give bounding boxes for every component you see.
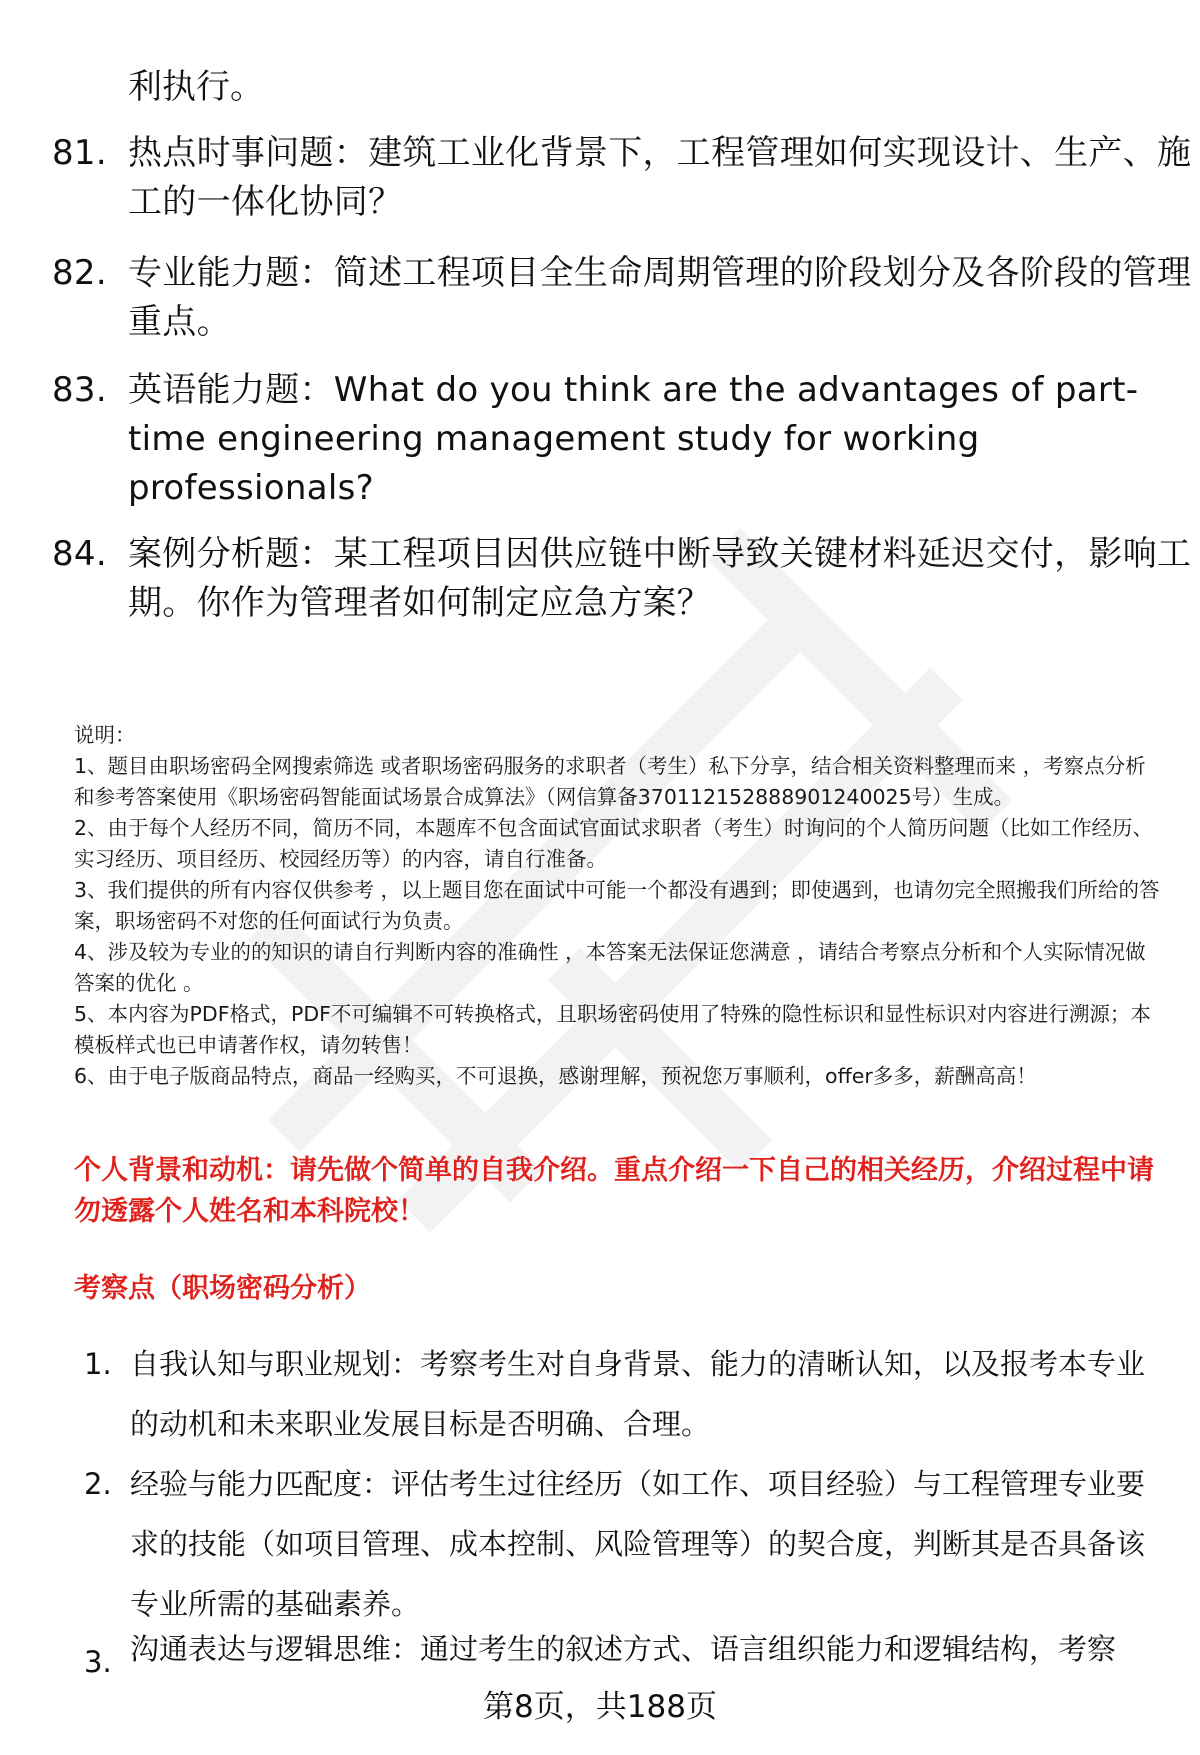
question-84 xyxy=(52,530,1192,628)
point-number: 1. xyxy=(84,1347,112,1381)
question-text: 案例分析题：某工程项目因供应链中断导致关键材料延迟交付，影响工期。你作为管理者如何制定应急方案？ xyxy=(128,534,1192,623)
question-number: 81. xyxy=(52,133,107,173)
question-83 xyxy=(52,366,1152,513)
note-item: 5、本内容为PDF格式，PDF不可编辑不可转换格式，且职场密码使用了特殊的隐性标识和显性标识对内容进行溯源；本模板样式也已申请著作权，请勿转售！ xyxy=(74,1002,1151,1057)
analysis-point-2 xyxy=(84,1454,1164,1634)
point-text: 自我认知与职业规划：考察考生对自身背景、能力的清晰认知，以及报考本专业的动机和未来职业发展目标是否明确、合理。 xyxy=(130,1347,1146,1441)
point-number: 3. xyxy=(84,1645,112,1679)
question-number: 82. xyxy=(52,253,107,293)
question-82 xyxy=(52,249,1192,347)
point-number: 2. xyxy=(84,1467,112,1501)
point-text: 经验与能力匹配度：评估考生过往经历（如工作、项目经验）与工程管理专业要求的技能（如项目管理、成本控制、风险管理等）的契合度，判断其是否具备该专业所需的基础素养。 xyxy=(130,1467,1146,1621)
question-text: 英语能力题：What do you think are the advantages of part-time engineering management study for working professionals? xyxy=(128,370,1139,508)
note-item: 4、涉及较为专业的的知识的请自行判断内容的准确性 ，本答案无法保证您满意 ，请结合考察点分析和个人实际情况做答案的优化 。 xyxy=(74,940,1146,995)
note-item: 6、由于电子版商品特点，商品一经购买，不可退换，感谢理解，预祝您万事顺利，offer多多，薪酬高高！ xyxy=(74,1064,1037,1088)
note-item: 3、我们提供的所有内容仅供参考 ，以上题目您在面试中可能一个都没有遇到；即使遇到，也请勿完全照搬我们所给的答案，职场密码不对您的任何面试行为负责。 xyxy=(74,878,1160,933)
question-number: 83. xyxy=(52,370,107,410)
note-item: 2、由于每个人经历不同，简历不同，本题库不包含面试官面试求职者（考生）时询问的个人简历问题（比如工作经历、实习经历、项目经历、校园经历等）的内容，请自行准备。 xyxy=(74,816,1154,871)
analysis-point-1 xyxy=(84,1334,1164,1454)
question-81 xyxy=(52,129,1192,227)
point-text: 沟通表达与逻辑思维：通过考生的叙述方式、语言组织能力和逻辑结构，考察 xyxy=(130,1632,1117,1666)
notes-section xyxy=(74,720,1164,1092)
notes-title: 说明： xyxy=(74,723,136,747)
analysis-point-3 xyxy=(84,1632,1164,1679)
question-text: 专业能力题：简述工程项目全生命周期管理的阶段划分及各阶段的管理重点。 xyxy=(128,253,1192,342)
analysis-title: 考察点（职场密码分析） xyxy=(74,1273,371,1304)
question-text: 热点时事问题：建筑工业化背景下，工程管理如何实现设计、生产、施工的一体化协同？ xyxy=(128,133,1192,222)
continuation-text: 利执行。 xyxy=(128,67,264,107)
page-footer: 第8页，共188页 xyxy=(483,1689,717,1725)
section-heading: 个人背景和动机：请先做个简单的自我介绍。重点介绍一下自己的相关经历，介绍过程中请勿透露个人姓名和本科院校！ xyxy=(74,1155,1154,1227)
question-number: 84. xyxy=(52,534,107,574)
note-item: 1、题目由职场密码全网搜索筛选 或者职场密码服务的求职者（考生）私下分享，结合相关资料整理而来 ，考察点分析和参考答案使用《职场密码智能面试场景合成算法》（网信算备370112152888901240025号）生成。 xyxy=(74,754,1146,809)
